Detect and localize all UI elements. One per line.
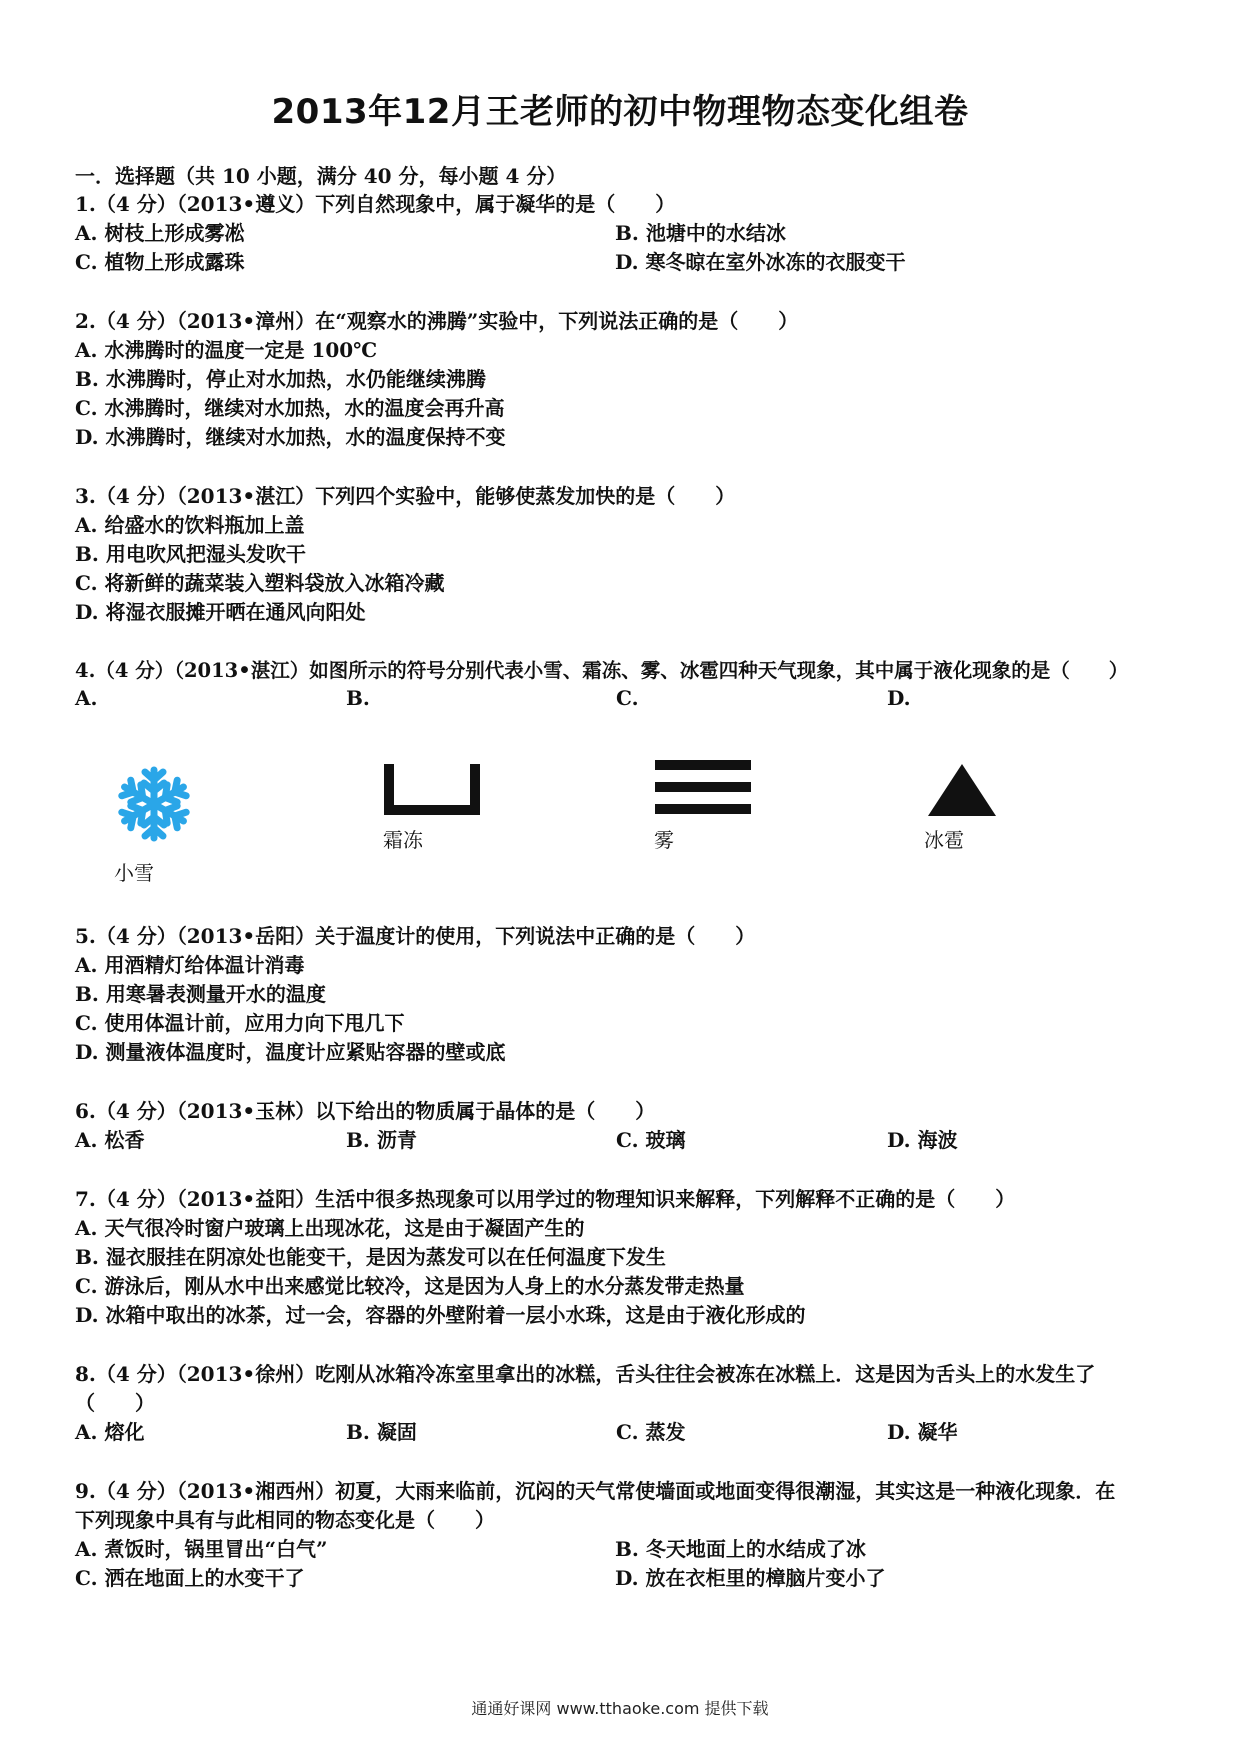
question-1-option-b: B. 池塘中的水结冰	[615, 221, 786, 245]
question-6-stem: 6.（4 分）（2013•玉林）以下给出的物质属于晶体的是（ ）	[75, 1099, 656, 1123]
hail-symbol-icon	[926, 762, 998, 818]
question-7-option-a: A. 天气很冷时窗户玻璃上出现冰花，这是由于凝固产生的	[75, 1216, 585, 1240]
question-4-caption-d: 冰雹	[924, 828, 964, 852]
question-2-option-a: A. 水沸腾时的温度一定是 100℃	[75, 338, 378, 362]
question-7-option-b: B. 湿衣服挂在阴凉处也能变干，是因为蒸发可以在任何温度下发生	[75, 1245, 666, 1269]
question-3-option-b: B. 用电吹风把湿头发吹干	[75, 542, 306, 566]
question-5-option-b: B. 用寒暑表测量开水的温度	[75, 982, 326, 1006]
question-6-option-c: C. 玻璃	[616, 1128, 686, 1152]
question-8-option-b: B. 凝固	[346, 1420, 417, 1444]
question-2-stem: 2.（4 分）（2013•漳州）在“观察水的沸腾”实验中，下列说法正确的是（ ）	[75, 309, 799, 333]
question-3-option-a: A. 给盛水的饮料瓶加上盖	[75, 513, 305, 537]
question-4-caption-c: 雾	[654, 828, 674, 852]
question-4-option-b: B.	[346, 686, 370, 710]
question-1-option-a: A. 树枝上形成雾凇	[75, 221, 245, 245]
frost-symbol-icon	[384, 764, 480, 816]
question-3-option-c: C. 将新鲜的蔬菜装入塑料袋放入冰箱冷藏	[75, 571, 445, 595]
question-6-option-a: A. 松香	[75, 1128, 145, 1152]
question-5-option-c: C. 使用体温计前，应用力向下甩几下	[75, 1011, 405, 1035]
question-7-stem: 7.（4 分）（2013•益阳）生活中很多热现象可以用学过的物理知识来解释，下列解释不正确的是（ ）	[75, 1187, 1016, 1211]
question-4-stem: 4.（4 分）（2013•湛江）如图所示的符号分别代表小雪、霜冻、雾、冰雹四种天气现象，其中属于液化现象的是（ ）	[75, 659, 1129, 682]
question-8-stem-continued: （ ）	[75, 1391, 155, 1415]
fog-symbol-icon	[655, 758, 751, 818]
question-3-stem: 3.（4 分）（2013•湛江）下列四个实验中，能够使蒸发加快的是（ ）	[75, 484, 736, 508]
question-8-stem: 8.（4 分）（2013•徐州）吃刚从冰箱冷冻室里拿出的冰糕，舌头往往会被冻在冰糕上．这是因为舌头上的水发生了	[75, 1362, 1096, 1386]
question-3-option-d: D. 将湿衣服摊开晒在通风向阳处	[75, 600, 366, 624]
section-heading: 一．选择题（共 10 小题，满分 40 分，每小题 4 分）	[75, 164, 567, 188]
question-5-stem: 5.（4 分）（2013•岳阳）关于温度计的使用，下列说法中正确的是（ ）	[75, 924, 756, 948]
question-8-option-a: A. 熔化	[75, 1420, 145, 1444]
question-6-option-d: D. 海波	[887, 1128, 958, 1152]
question-4-option-d: D.	[887, 686, 911, 710]
question-9-option-b: B. 冬天地面上的水结成了冰	[615, 1537, 866, 1561]
question-9-stem: 9.（4 分）（2013•湘西州）初夏，大雨来临前，沉闷的天气常使墙面或地面变得很潮湿，其实这是一种液化现象．在	[75, 1479, 1116, 1503]
page-footer: 通通好课网 www.tthaoke.com 提供下载	[471, 1699, 769, 1718]
question-5-option-d: D. 测量液体温度时，温度计应紧贴容器的壁或底	[75, 1040, 506, 1064]
question-7-option-c: C. 游泳后，刚从水中出来感觉比较冷，这是因为人身上的水分蒸发带走热量	[75, 1274, 745, 1298]
question-1-stem: 1.（4 分）（2013•遵义）下列自然现象中，属于凝华的是（ ）	[75, 192, 676, 216]
page-title: 2013年12月王老师的初中物理物态变化组卷	[271, 92, 969, 132]
question-2-option-b: B. 水沸腾时，停止对水加热，水仍能继续沸腾	[75, 367, 486, 391]
question-9-option-a: A. 煮饭时，锅里冒出“白气”	[75, 1537, 328, 1561]
question-9-option-c: C. 洒在地面上的水变干了	[75, 1566, 305, 1590]
question-9-stem-continued: 下列现象中具有与此相同的物态变化是（ ）	[75, 1508, 495, 1532]
snowflake-icon	[114, 764, 194, 844]
question-1-option-d: D. 寒冬晾在室外冰冻的衣服变干	[615, 250, 906, 274]
question-4-caption-a: 小雪	[114, 861, 154, 885]
question-4-option-c: C.	[616, 686, 639, 710]
question-4-caption-b: 霜冻	[383, 828, 423, 852]
question-6-option-b: B. 沥青	[346, 1128, 417, 1152]
question-4-option-a: A.	[75, 686, 98, 710]
question-8-option-c: C. 蒸发	[616, 1420, 686, 1444]
question-5-option-a: A. 用酒精灯给体温计消毒	[75, 953, 305, 977]
question-1-option-c: C. 植物上形成露珠	[75, 250, 245, 274]
question-2-option-c: C. 水沸腾时，继续对水加热，水的温度会再升高	[75, 396, 505, 420]
question-2-option-d: D. 水沸腾时，继续对水加热，水的温度保持不变	[75, 425, 506, 449]
question-7-option-d: D. 冰箱中取出的冰茶，过一会，容器的外壁附着一层小水珠，这是由于液化形成的	[75, 1303, 806, 1327]
question-9-option-d: D. 放在衣柜里的樟脑片变小了	[615, 1566, 886, 1590]
question-8-option-d: D. 凝华	[887, 1420, 958, 1444]
